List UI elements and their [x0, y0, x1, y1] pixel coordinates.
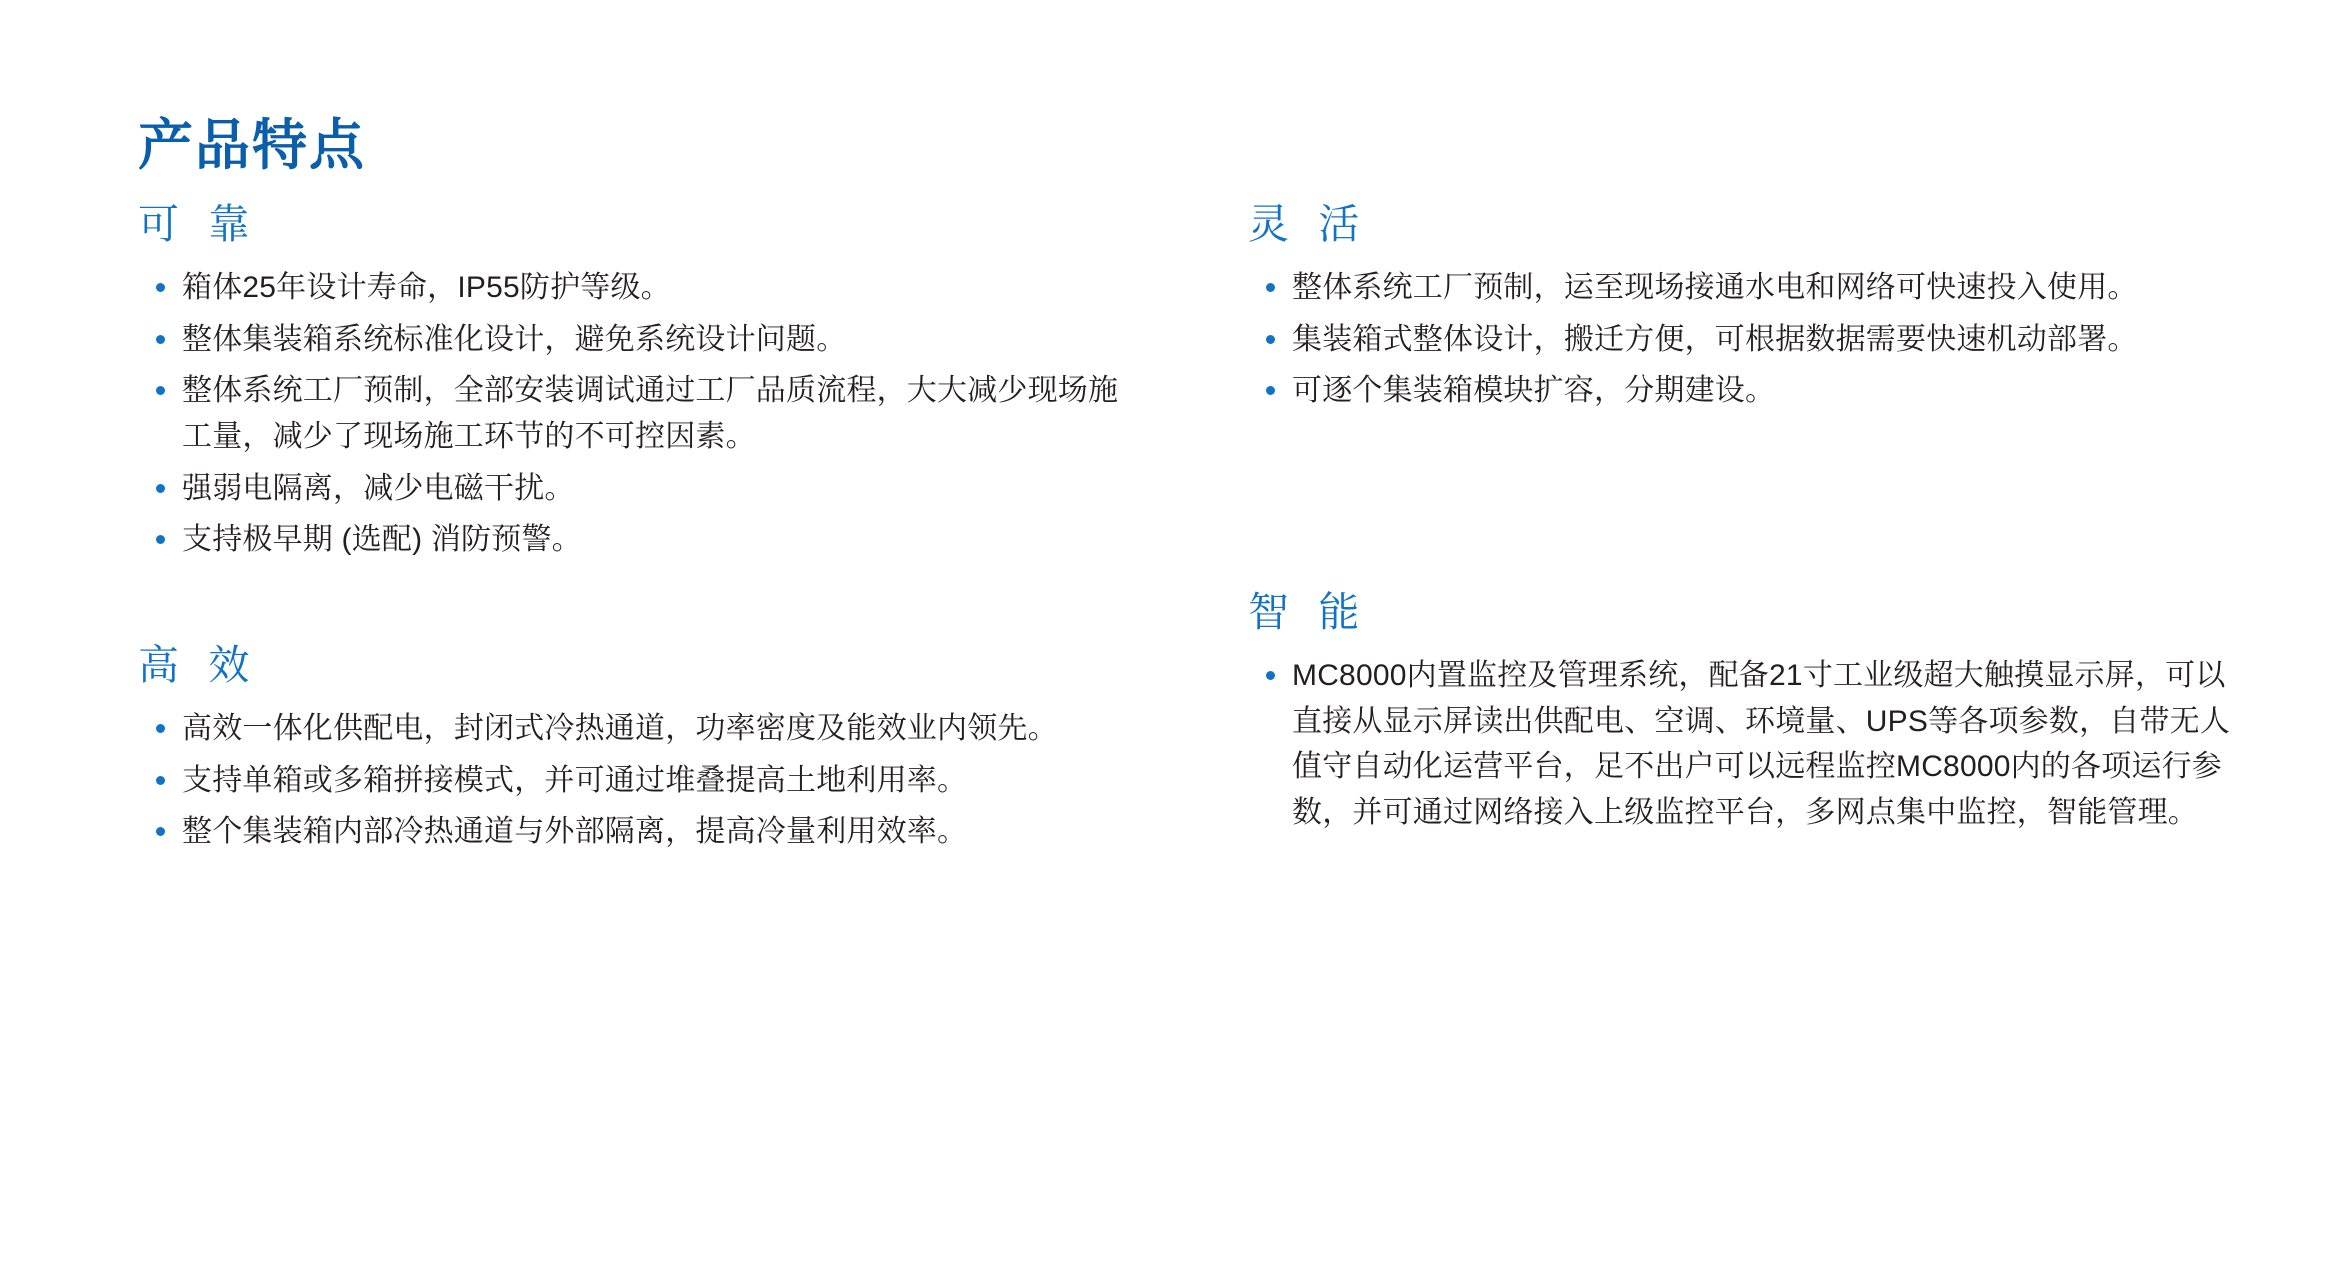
list-item: [138, 368, 1138, 459]
section-heading: 灵 活: [1248, 201, 1369, 247]
bullet-dot-icon: [1266, 335, 1275, 344]
bullet-dot-icon: [1266, 671, 1275, 680]
section-reliable: [138, 200, 1138, 563]
list-item-text: 集装箱式整体设计，搬迁方便，可根据数据需要快速机动部署。: [1292, 322, 2138, 356]
feature-columns: [138, 200, 2248, 861]
bullet-dot-icon: [156, 484, 165, 493]
bullet-dot-icon: [156, 535, 165, 544]
section-efficient: [138, 641, 1138, 855]
section-heading: 智 能: [1248, 588, 1369, 635]
bullet-list: [138, 265, 1138, 563]
bullet-dot-icon: [156, 335, 165, 344]
list-item-text: 整个集装箱内部冷热通道与外部隔离，提高冷量利用效率。: [182, 815, 968, 849]
bullet-list: [1248, 265, 2248, 414]
bullet-list: [1248, 653, 2248, 835]
list-item-text: MC8000内置监控及管理系统，配备21寸工业级超大触摸显示屏，可以直接从显示屏读出供配电、空调、环境量、UPS等各项参数，自带无人值守自动化运营平台，足不出户可以远程监控MC8000内的各项运行参数，并可通过网络接入上级监控平台，多网点集中监控，智能管理。: [1292, 659, 2231, 829]
right-column: [1248, 200, 2248, 861]
list-item-text: 整体系统工厂预制，运至现场接通水电和网络可快速投入使用。: [1292, 271, 2138, 305]
section-heading: 高 效: [138, 641, 259, 688]
bullet-dot-icon: [156, 724, 165, 733]
bullet-dot-icon: [156, 776, 165, 785]
section-intelligent: [1248, 588, 2248, 836]
list-item: [1248, 317, 2248, 363]
list-item-text: 整体系统工厂预制，全部安装调试通过工厂品质流程，大大减少现场施工量，减少了现场施工环节的不可控因素。: [182, 374, 1119, 453]
bullet-dot-icon: [156, 827, 165, 836]
list-item: [138, 265, 1138, 311]
list-item: [138, 517, 1138, 563]
list-item: [1248, 265, 2248, 311]
list-item: [138, 466, 1138, 512]
list-item: [138, 317, 1138, 363]
section-flexible: [1248, 200, 2248, 414]
list-item-text: 可逐个集装箱模块扩容，分期建设。: [1292, 374, 1776, 408]
list-item: [138, 809, 1138, 855]
list-item: [1248, 653, 2248, 835]
bullet-dot-icon: [1266, 283, 1275, 292]
list-item-text: 支持单箱或多箱拼接模式，并可通过堆叠提高土地利用率。: [182, 763, 968, 797]
list-item: [138, 706, 1138, 752]
section-heading: 可 靠: [138, 201, 259, 247]
list-item-text: 强弱电隔离，减少电磁干扰。: [182, 471, 575, 505]
page-title: 产品特点: [138, 113, 367, 176]
list-item-text: 支持极早期 (选配) 消防预警。: [182, 523, 582, 557]
list-item-text: 整体集装箱系统标准化设计，避免系统设计问题。: [182, 322, 847, 356]
list-item: [138, 758, 1138, 804]
left-column: [138, 200, 1138, 861]
list-item-text: 高效一体化供配电，封闭式冷热通道，功率密度及能效业内领先。: [182, 711, 1058, 745]
list-item: [1248, 368, 2248, 414]
bullet-dot-icon: [156, 386, 165, 395]
column-spacer: [1248, 492, 2248, 588]
bullet-dot-icon: [156, 283, 165, 292]
list-item-text: 箱体25年设计寿命，IP55防护等级。: [182, 271, 671, 305]
bullet-dot-icon: [1266, 386, 1275, 395]
bullet-list: [138, 706, 1138, 855]
